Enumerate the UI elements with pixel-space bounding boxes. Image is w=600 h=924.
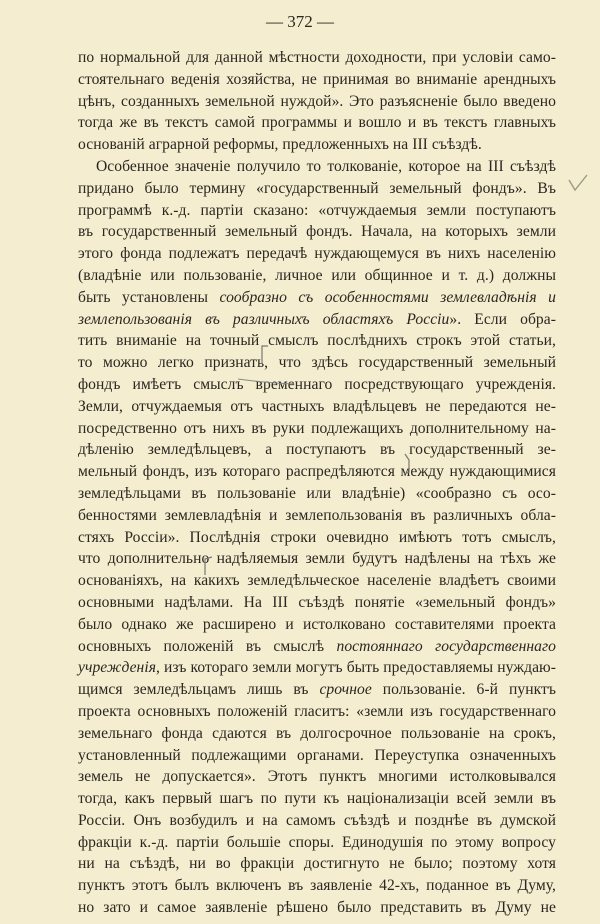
text-line [78, 548, 556, 570]
text-segment: Земли, отчуждаемыя отъ частныхъ владѣльцевъ не передаются не- [78, 397, 556, 415]
text-line [78, 810, 556, 832]
text-line [78, 221, 556, 243]
text-line [78, 156, 556, 178]
italic-text: землепользованія въ различныхъ областяхъ Россіи [78, 310, 450, 328]
text-segment: фондъ имѣетъ смыслъ временнаго посредствующаго учрежденія. [78, 375, 556, 393]
text-line [78, 483, 556, 505]
pencil-bracket-close-icon [402, 452, 412, 476]
text-segment: земельнаго фонда сдаются въ долгосрочное пользованіе на срокъ, [78, 724, 556, 742]
text-line [78, 265, 556, 287]
text-segment: проекта основныхъ положеній гласитъ: «земли изъ государственнаго [78, 702, 556, 720]
pencil-bracket-mark-icon [260, 344, 270, 366]
text-line [78, 723, 556, 745]
text-line [78, 527, 556, 549]
text-segment: мельный фондъ, изъ котораго распредѣляются между нуждающимися [78, 463, 556, 481]
text-segment: стоятельнаго веденія хозяйства, не принимая во вниманіе арендныхъ [78, 70, 556, 88]
text-line [78, 897, 556, 919]
text-line [78, 309, 556, 331]
text-segment: бенностями землевладѣнія и землепользованія въ различныхъ обла- [78, 506, 556, 524]
text-line [78, 745, 556, 767]
text-segment: основаніяхъ, на какихъ земледѣльческое населеніе владѣетъ своими [78, 572, 556, 590]
text-line [78, 200, 556, 222]
text-segment: основаній аграрной реформы, предложенныхъ на III съѣздѣ. [78, 136, 482, 154]
text-segment: ». Если обра- [449, 310, 556, 328]
text-segment: пользованіе. 6-й пунктъ [371, 681, 556, 699]
text-line [78, 418, 556, 440]
text-line [78, 832, 556, 854]
text-segment: цѣнъ, созданныхъ земельной нуждой». Это разъясненіе было введено [78, 92, 556, 110]
text-segment: тогда же въ текстъ самой программы и вошло и въ текстъ главныхъ [78, 114, 556, 132]
text-segment: то можно легко признать, что здѣсь государственный земельный [78, 354, 556, 372]
text-line [78, 570, 556, 592]
text-segment: стяхъ Россіи». Послѣднія строки очевидно имѣютъ тотъ смыслъ, [78, 528, 556, 546]
text-segment: фракціи к.-д. партіи большіе споры. Единодушія по этому вопросу [78, 833, 556, 851]
text-segment: Особенное значеніе получило то толкованіе, которое на III съѣздѣ [96, 157, 556, 175]
text-line [78, 178, 556, 200]
text-segment: придано было термину «государственный земельный фондъ». Въ [78, 179, 556, 197]
text-segment: земель не допускается». Этотъ пунктъ многими истолковывался [78, 768, 556, 786]
text-line [78, 505, 556, 527]
text-line [78, 461, 556, 483]
pencil-bracket-open-icon [202, 555, 214, 577]
text-line [78, 439, 556, 461]
text-segment: было однако же расширено и истолковано составителями проекта [78, 615, 556, 633]
text-line [78, 134, 556, 156]
text-segment: основныхъ положеній въ смыслѣ [78, 637, 337, 655]
text-line [78, 47, 556, 69]
italic-text: сообразно съ особенностями землевладѣнія и [219, 288, 557, 306]
text-line [78, 112, 556, 134]
text-segment: щимся земледѣльцамъ лишь въ [78, 681, 320, 699]
text-segment: ни на съѣздѣ, ни во фракціи достигнуто не было; поэтому хотя [78, 855, 556, 873]
pencil-checkmark-icon [566, 172, 590, 194]
text-line [78, 592, 556, 614]
text-segment: установленный подлежащими органами. Переуступка означенныхъ [78, 746, 556, 764]
text-line [78, 396, 556, 418]
text-line [78, 788, 556, 810]
text-segment: что дополнительно надѣляемыя земли будутъ надѣлены на тѣхъ же [78, 550, 556, 568]
text-line [78, 636, 556, 658]
body-text [78, 47, 556, 919]
text-line [78, 679, 556, 701]
text-segment: (владѣніе или пользованіе, личное или общинное и т. д.) должны [78, 266, 556, 284]
text-segment: земледѣльцами въ пользованіе или владѣніе) «сообразно съ осо- [78, 484, 556, 502]
text-segment: но зато и самое заявленіе рѣшено было представить въ Думу не [78, 899, 556, 917]
text-segment: быть установлены [78, 288, 220, 306]
text-line [78, 853, 556, 875]
italic-text: учрежденія [78, 659, 157, 677]
text-segment: основными надѣлами. На III съѣздѣ понятіе «земельный фондъ» [78, 593, 556, 611]
text-segment: тогда, какъ первый шагъ по пути къ націонализаціи всей земли въ [78, 790, 556, 808]
page-number: — 372 — [266, 12, 334, 31]
text-line [78, 657, 556, 679]
text-line [78, 69, 556, 91]
text-segment: программѣ к.-д. партіи сказано: «отчуждаемыя земли поступаютъ [78, 201, 556, 219]
text-segment: дѣленію земледѣльцевъ, а поступаютъ въ государственный зе- [78, 441, 556, 459]
text-segment: по нормальной для данной мѣстности доходности, при условіи само- [78, 49, 556, 66]
pencil-underline-mark-icon [236, 376, 296, 386]
text-line [78, 330, 556, 352]
text-line [78, 352, 556, 374]
text-segment: этого фонда подлежатъ передачѣ нуждающемуся въ нихъ населенію [78, 245, 556, 263]
text-line [78, 766, 556, 788]
text-segment: посредственно отъ нихъ въ руки подлежащихъ дополнительному на- [78, 419, 556, 437]
text-segment: пунктъ этотъ былъ включенъ въ заявленіе 42-хъ, поданное въ Думу, [78, 877, 556, 895]
text-segment: , изъ котораго земли могутъ быть предоставляемы нуждаю- [156, 659, 556, 677]
text-line [78, 287, 556, 309]
text-segment: тить вниманіе на точный смыслъ послѣднихъ строкъ этой статьи, [78, 332, 556, 350]
italic-text: постояннаго государственнаго [336, 637, 556, 655]
text-segment: въ государственный земельный фондъ. Начала, на которыхъ земли [78, 223, 556, 241]
italic-text: срочное [319, 681, 372, 699]
text-line [78, 701, 556, 723]
text-segment: Россіи. Онъ возбудилъ и на самомъ съѣздѣ и позднѣе въ думской [78, 811, 556, 829]
text-line [78, 243, 556, 265]
text-line [78, 91, 556, 113]
text-line [78, 614, 556, 636]
text-line [78, 875, 556, 897]
text-line [78, 374, 556, 396]
